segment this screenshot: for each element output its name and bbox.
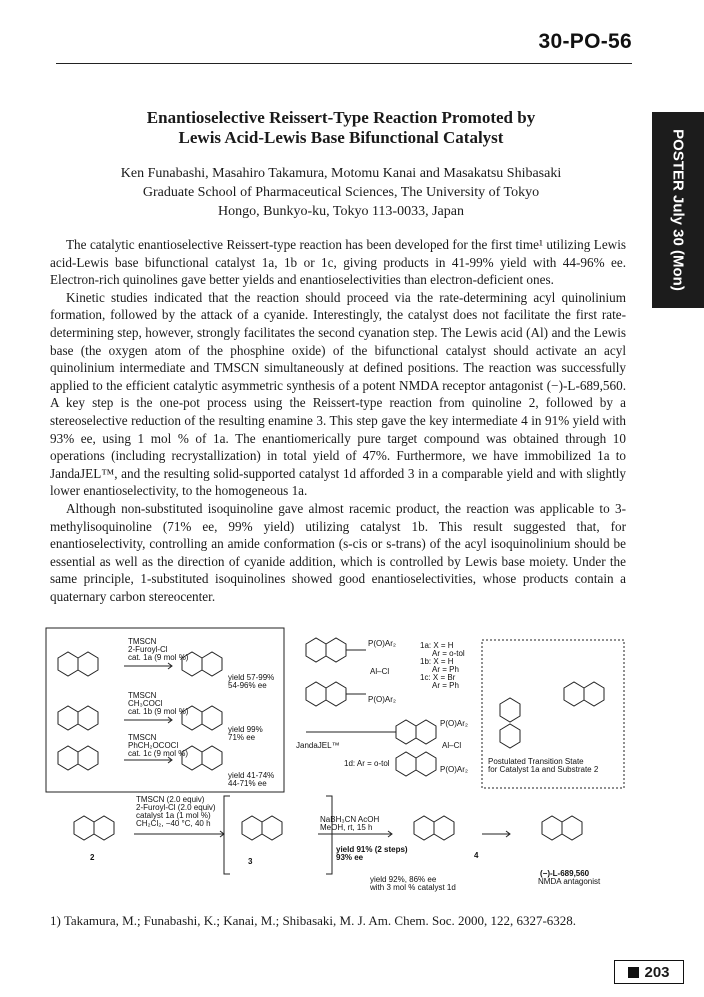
ts-caption-1: Postulated Transition State <box>488 757 584 766</box>
affiliation-line-1: Graduate School of Pharmaceutical Sciences, The University of Tokyo <box>142 185 540 200</box>
isoquinoline-3 <box>58 746 98 770</box>
r1-reagent-3: cat. 1a (9 mol %) <box>128 653 189 662</box>
p-group-top: P(O)Ar₂ <box>368 639 396 648</box>
p-group-1d-bottom: P(O)Ar₂ <box>440 765 468 774</box>
affiliation-line-2: Hongo, Bunkyo-ku, Tokyo 113-0033, Japan <box>218 204 464 219</box>
session-code: 30-PO-56 <box>538 30 632 53</box>
p-group-bottom: P(O)Ar₂ <box>368 695 396 704</box>
catdef-1d: 1d: Ar = o-tol <box>344 759 390 768</box>
step2-note-1: yield 92%, 86% ee <box>370 875 437 884</box>
r2-yield: yield 99% <box>228 725 263 734</box>
page-marker-square <box>628 967 639 978</box>
al-cl-top: Al–Cl <box>370 667 390 676</box>
target-name: (−)-L-689,560 <box>540 869 590 878</box>
paper-title <box>56 108 626 148</box>
author-block <box>56 164 626 221</box>
step1-reagent-3: catalyst 1a (1 mol %) <box>136 811 211 820</box>
ts-caption-2: for Catalyst 1a and Substrate 2 <box>488 765 599 774</box>
r1-reagent-2: 2-Furoyl-Cl <box>128 645 168 654</box>
label-compound-4: 4 <box>474 851 479 860</box>
header-rule <box>56 63 632 64</box>
catdef-1c-ar: Ar = Ph <box>432 681 459 690</box>
step2-reagent-2: MeOH, rt, 15 h <box>320 823 373 832</box>
intermediate-4 <box>414 816 454 840</box>
author-names: Ken Funabashi, Masahiro Takamura, Motomu Kanai and Masakatsu Shibasaki <box>120 166 562 181</box>
reaction-scheme <box>44 626 630 898</box>
r3-reagent-2: PhCH₂OCOCl <box>128 741 179 750</box>
step1-reagent-1: TMSCN (2.0 equiv) <box>136 795 205 804</box>
poster-date-label: POSTER July 30 (Mon) <box>669 129 687 291</box>
r2-reagent-1: TMSCN <box>128 691 157 700</box>
title-line-1: Enantioselective Reissert-Type Reaction Promoted by <box>146 108 536 127</box>
step1-reagent-2: 2-Furoyl-Cl (2.0 equiv) <box>136 803 216 812</box>
step2-note-2: with 3 mol % catalyst 1d <box>370 883 456 892</box>
paragraph-2: Kinetic studies indicated that the reaction should proceed via the rate-determining acyl quinolinium formation, followed by the attack of a cyanide. Interestingly, the catalyst does not facilitate the first rate-determining step, however, strongly facilitates the second cyanation step. The Lewis acid (Al) and the Lewis base (the oxygen atom of the phosphine oxide) of the bifunctional catalyst should activate an acyl quinolinium intermediate and TMSCN simultaneously at defined positions. The reaction was successfully applied to the efficient catalytic asymmetric synthesis of a potent NMDA receptor antagonist (−)-L-689,560. A key step is the one-pot process using the Reissert-type reaction from quinoline 2, followed by a stereoselective reduction of the resulting enamine 3. This step gave the key intermediate 4 in 91% yield with 93% ee, using 1 mol % of 1a. The enantiomerically pure target compound was obtained through 10 operations (including recrystallization) in total yield of 47%. Furthermore, we have immobilized 1a to JandaJEL™, and the resulting solid-supported catalyst 1d afforded 3 in a comparable yield and with slightly lower enantioselectivity, to the homogeneous 1a. <box>50 289 626 499</box>
quinoline-2-bottom <box>74 816 114 840</box>
target-description: NMDA antagonist <box>538 877 601 886</box>
label-compound-2: 2 <box>90 853 95 862</box>
step2-reagent-1: NaBH₃CN AcOH <box>320 815 380 824</box>
scheme-figure <box>44 626 630 898</box>
r3-yield: yield 41-74% <box>228 771 275 780</box>
catdef-1b: 1b: X = H <box>420 657 454 666</box>
step2-yield: yield 91% (2 steps) <box>336 845 408 854</box>
ts-structure <box>500 682 604 748</box>
page-number-box <box>614 960 684 984</box>
r3-reagent-3: cat. 1c (9 mol %) <box>128 749 189 758</box>
step1-reagent-4: CH₂Cl₂, −40 °C, 40 h <box>136 819 211 828</box>
quinoline-1a <box>58 652 98 676</box>
r3-reagent-1: TMSCN <box>128 733 157 742</box>
catdef-1a: 1a: X = H <box>420 641 454 650</box>
r2-ee: 71% ee <box>228 733 256 742</box>
poster-date-tab <box>652 112 704 308</box>
reference-1: 1) Takamura, M.; Funabashi, K.; Kanai, M.; Shibasaki, M. J. Am. Chem. Soc. 2000, 122, 6327-6328. <box>50 913 577 928</box>
r2-reagent-2: CH₃COCl <box>128 699 163 708</box>
step2-ee: 93% ee <box>336 853 364 862</box>
label-compound-3: 3 <box>248 857 253 866</box>
target-compound <box>542 816 582 840</box>
r1-ee: 54-96% ee <box>228 681 267 690</box>
abstract-body <box>50 236 626 605</box>
p-group-1d-top: P(O)Ar₂ <box>440 719 468 728</box>
page-number: 203 <box>644 963 670 981</box>
r3-ee: 44-71% ee <box>228 779 267 788</box>
catdef-1c: 1c: X = Br <box>420 673 456 682</box>
r2-reagent-3: cat. 1b (9 mol %) <box>128 707 189 716</box>
isoquinoline-2 <box>58 706 98 730</box>
title-line-2: Lewis Acid-Lewis Base Bifunctional Catalyst <box>178 128 504 147</box>
catdef-1a-ar: Ar = o-tol <box>432 649 465 658</box>
catdef-1b-ar: Ar = Ph <box>432 665 459 674</box>
janda-label: JandaJEL™ <box>296 741 340 750</box>
enamine-3 <box>242 816 282 840</box>
paragraph-1: The catalytic enantioselective Reissert-type reaction has been developed for the first time¹ utilizing Lewis acid-Lewis base bifunctional catalyst 1a, 1b or 1c, giving products in 41-99% yield with 44-96% ee. Electron-rich quinolines gave better yields and enantioselectivities than electron-deficient ones. <box>50 237 626 288</box>
binol-catalyst <box>306 638 366 706</box>
al-cl-1d: Al–Cl <box>442 741 462 750</box>
r1-yield: yield 57-99% <box>228 673 275 682</box>
r1-reagent-1: TMSCN <box>128 637 157 646</box>
paragraph-3: Although non-substituted isoquinoline gave almost racemic product, the reaction was applicable to 3-methylisoquinoline (71% ee, 99% yield) utilizing catalyst 1b. This result suggested that, for enantioselectivity, controlling an amide conformation (s-cis or s-trans) of the acyl isoquinolinium should be essential as well as the direction of cyanide addition, which is controlled by Lewis base moiety. Under the same principle, 1-substituted isoquinolines showed good enantioselectivities, whose products contain a quaternary carbon stereocenter. <box>50 500 626 604</box>
